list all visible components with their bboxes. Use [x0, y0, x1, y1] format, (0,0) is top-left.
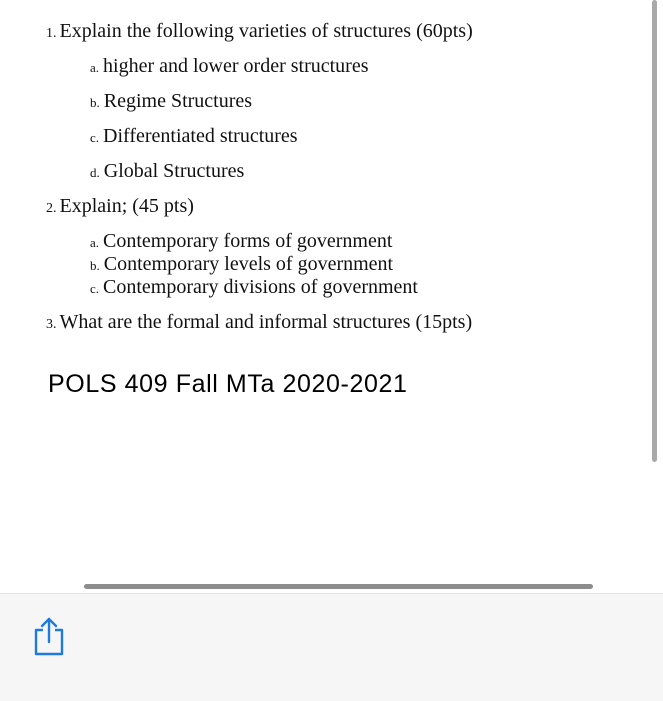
- question-1-item-d: [90, 159, 244, 185]
- item-text: Contemporary forms of government: [103, 230, 393, 252]
- item-text: Contemporary divisions of government: [103, 276, 418, 298]
- item-letter: a.: [90, 235, 100, 250]
- question-text: Explain; (45 pts): [59, 195, 194, 217]
- question-number: 2.: [46, 201, 57, 216]
- question-2-item-c: [90, 275, 418, 301]
- vertical-scrollbar[interactable]: [652, 0, 657, 462]
- item-letter: c.: [90, 281, 100, 296]
- question-3: [46, 310, 472, 337]
- item-text: Global Structures: [103, 160, 245, 182]
- item-text: higher and lower order structures: [103, 55, 369, 77]
- horizontal-scrollbar[interactable]: [84, 584, 593, 589]
- item-letter: d.: [90, 165, 100, 180]
- item-letter: b.: [90, 258, 100, 273]
- question-1-item-a: [90, 54, 369, 80]
- question-text: Explain the following varieties of structures (60pts): [59, 20, 473, 42]
- question-number: 1.: [46, 26, 57, 41]
- question-1-item-b: [90, 89, 252, 115]
- bottom-toolbar: [0, 593, 663, 701]
- course-heading: POLS 409 Fall MTa 2020-2021: [48, 370, 408, 398]
- item-text: Contemporary levels of government: [103, 253, 394, 275]
- item-text: Regime Structures: [103, 90, 253, 112]
- item-letter: b.: [90, 95, 100, 110]
- item-letter: c.: [90, 130, 100, 145]
- share-icon[interactable]: [32, 616, 66, 656]
- question-1: [46, 19, 473, 46]
- item-letter: a.: [90, 60, 100, 75]
- item-text: Differentiated structures: [103, 125, 298, 147]
- question-1-item-c: [90, 124, 298, 150]
- question-number: 3.: [46, 317, 57, 332]
- question-text: What are the formal and informal structures (15pts): [59, 311, 473, 333]
- question-2: [46, 194, 194, 221]
